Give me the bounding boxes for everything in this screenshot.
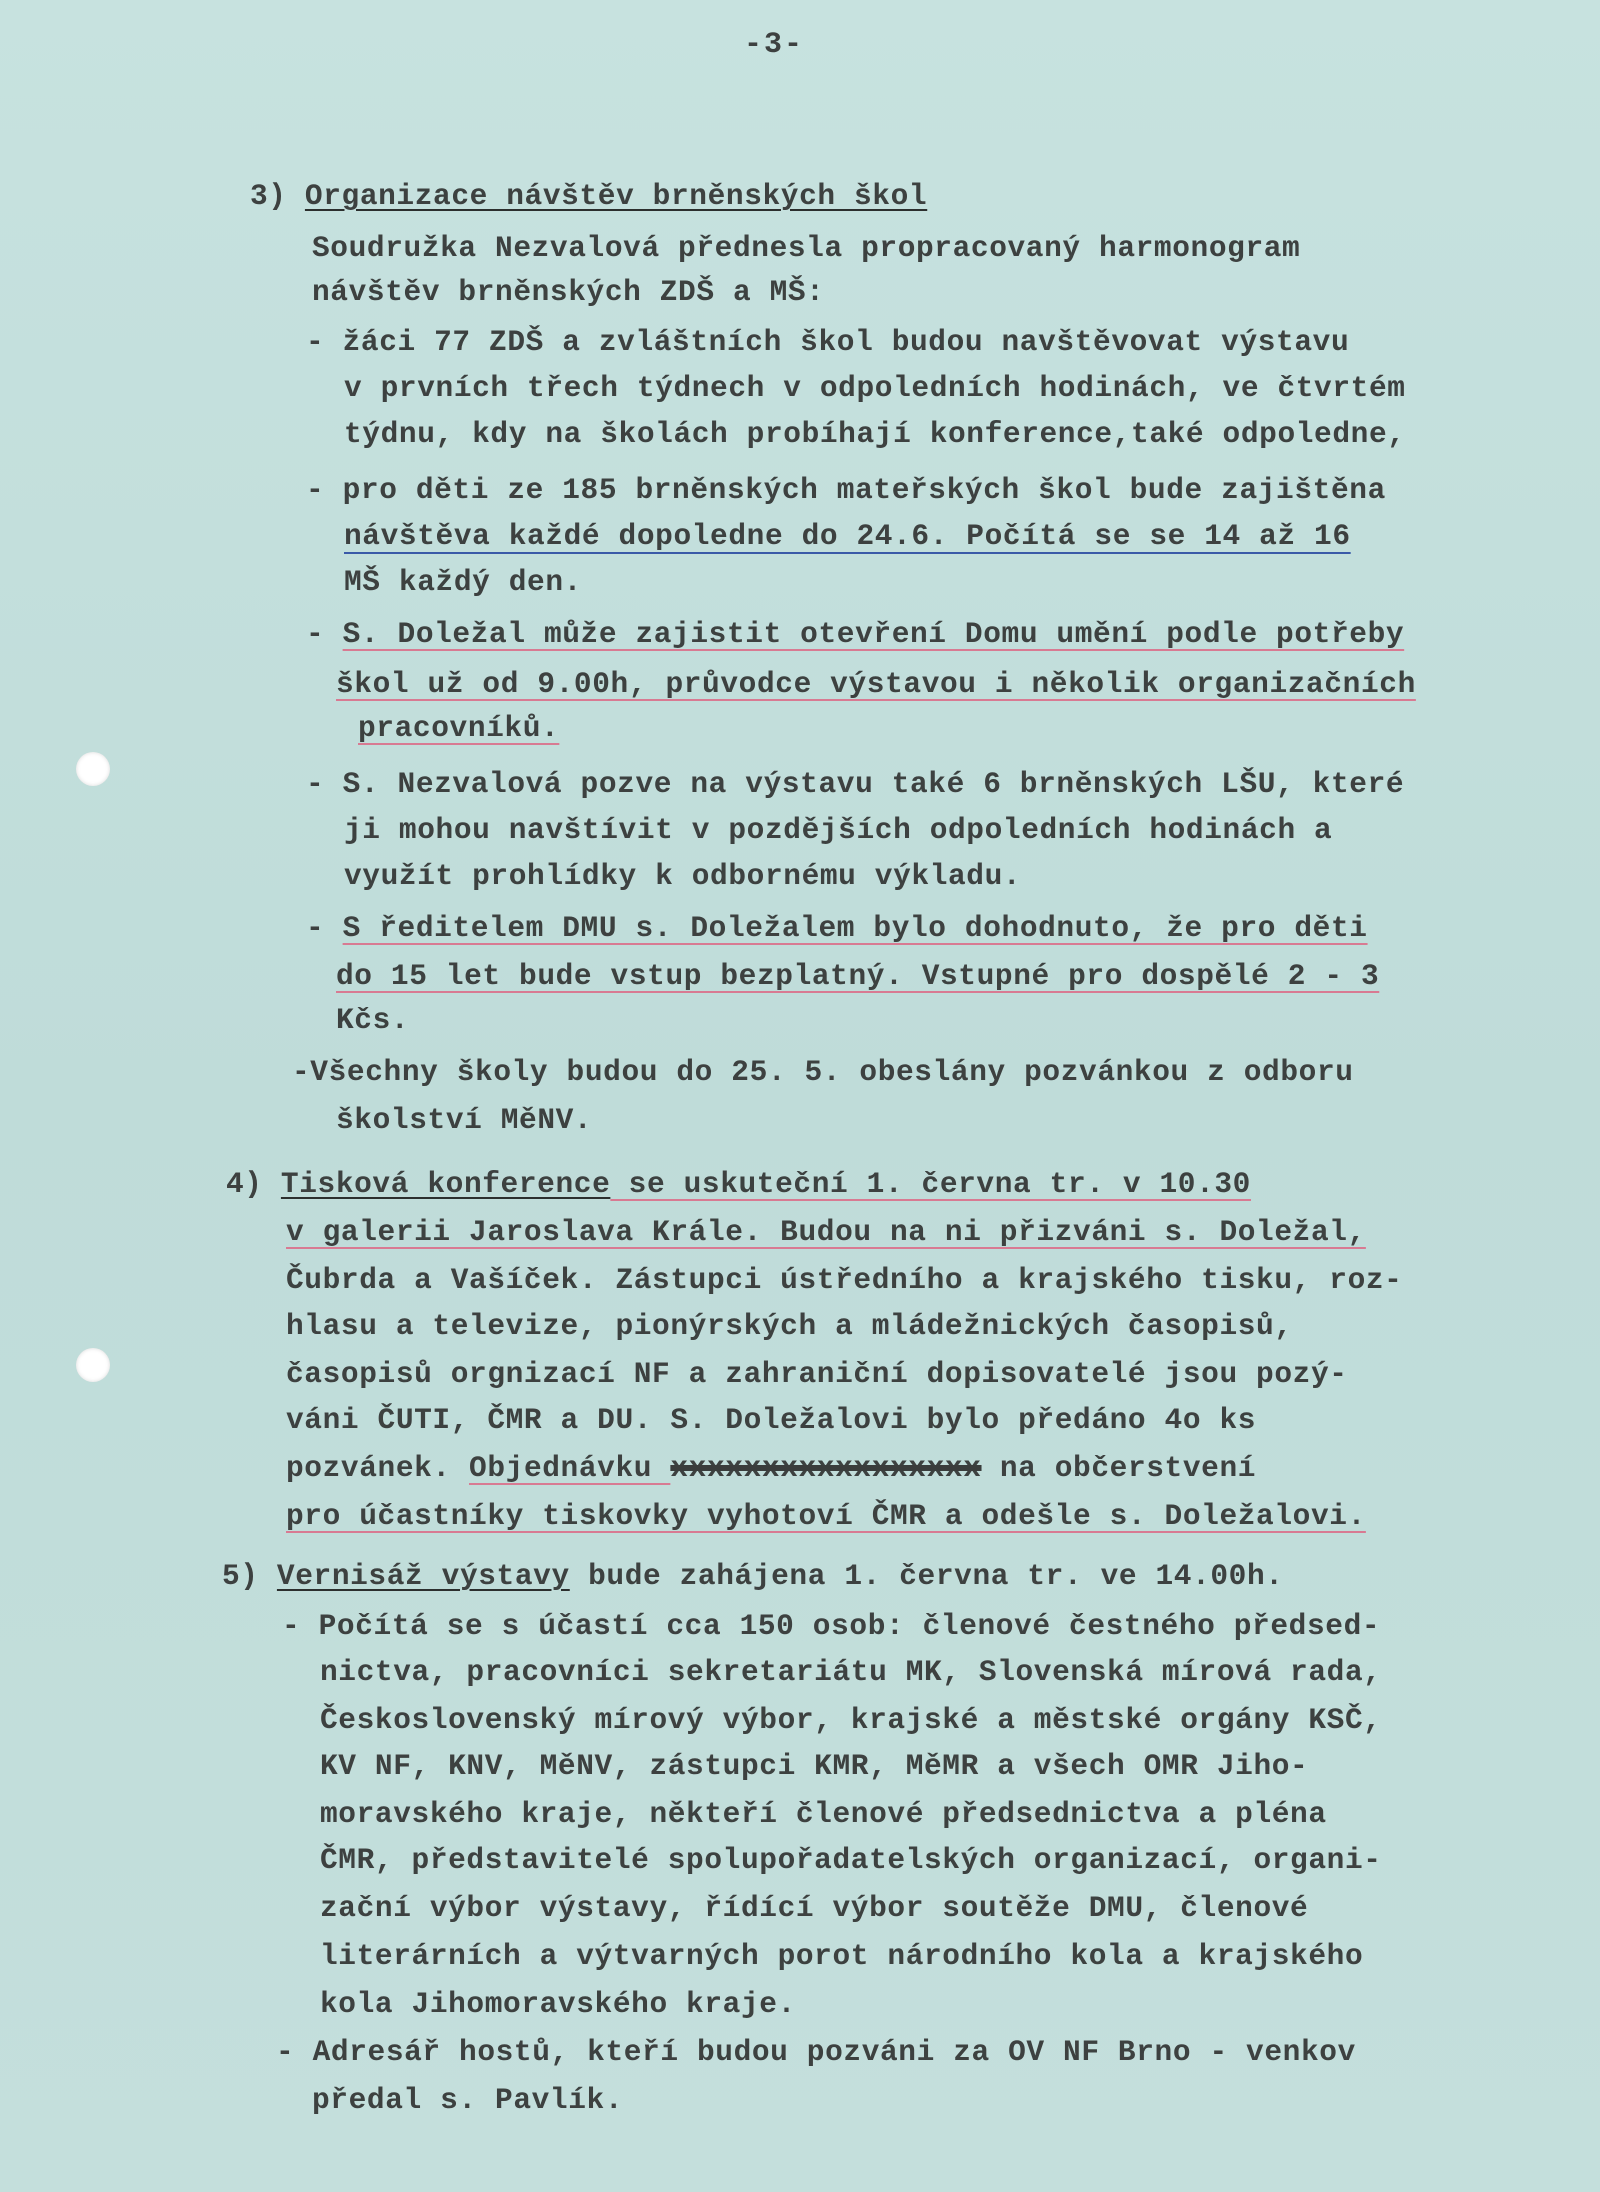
text-line bbox=[306, 908, 1368, 948]
punch-hole bbox=[76, 1348, 110, 1382]
page-number: -3- bbox=[744, 28, 805, 62]
text-line: ji mohou navštívit v pozdějších odpoledních hodinách a bbox=[344, 813, 1333, 847]
text-line: předal s. Pavlík. bbox=[312, 2083, 624, 2117]
text-line: - Adresář hostů, kteří budou pozváni za OV NF Brno - venkov bbox=[276, 2035, 1356, 2069]
text-line bbox=[286, 1448, 1256, 1488]
text-line: pro účastníky tiskovky vyhotoví ČMR a odešle s. Doležalovi. bbox=[286, 1499, 1366, 1533]
text-line: Čubrda a Vašíček. Zástupci ústředního a krajského tisku, roz- bbox=[286, 1263, 1403, 1297]
section-heading: Tisková konference bbox=[280, 1167, 611, 1201]
text-line: do 15 let bude vstup bezplatný. Vstupné pro dospělé 2 - 3 bbox=[336, 959, 1380, 993]
text-line: škol už od 9.00h, průvodce výstavou i několik organizačních bbox=[336, 667, 1416, 701]
highlighted-text: Objednávku bbox=[469, 1451, 671, 1485]
bullet-dash: - bbox=[306, 911, 343, 945]
text-line: ČMR, představitelé spolupořadatelských organizací, organi- bbox=[320, 1843, 1382, 1877]
text-line: časopisů orgnizací NF a zahraniční dopisovatelé jsou pozý- bbox=[286, 1357, 1348, 1391]
struck-out-text: xxxxxxxxxxxxxxxxx bbox=[670, 1451, 982, 1485]
text-line: zační výbor výstavy, řídící výbor soutěže DMU, členové bbox=[320, 1891, 1309, 1925]
section-3-heading-line bbox=[250, 176, 927, 216]
highlighted-text: S ředitelem DMU s. Doležalem bylo dohodnuto, že pro děti bbox=[342, 911, 1368, 945]
text-fragment: bude zahájena 1. června tr. ve 14.00h. bbox=[569, 1559, 1284, 1593]
text-line: -Všechny školy budou do 25. 5. obeslány pozvánkou z odboru bbox=[292, 1055, 1354, 1089]
punch-hole bbox=[76, 752, 110, 786]
text-line: - žáci 77 ZDŠ a zvláštních škol budou navštěvovat výstavu bbox=[306, 325, 1350, 359]
text-line: návštěva každé dopoledne do 24.6. Počítá se se 14 až 16 bbox=[344, 519, 1351, 553]
text-line: Československý mírový výbor, krajské a městské orgány KSČ, bbox=[320, 1703, 1382, 1737]
text-line: týdnu, kdy na školách probíhají konference,také odpoledne, bbox=[344, 417, 1406, 451]
text-line: váni ČUTI, ČMR a DU. S. Doležalovi bylo předáno 4o ks bbox=[286, 1403, 1257, 1437]
highlighted-text: S. Doležal může zajistit otevření Domu umění podle potřeby bbox=[342, 617, 1405, 651]
text-line: pracovníků. bbox=[358, 711, 560, 745]
text-line: - pro děti ze 185 brněnských mateřských škol bude zajištěna bbox=[306, 473, 1386, 507]
section-heading: Vernisáž výstavy bbox=[276, 1559, 570, 1593]
section-number: 4) bbox=[226, 1167, 263, 1201]
text-line: návštěv brněnských ZDŠ a MŠ: bbox=[312, 275, 825, 309]
text-line: MŠ každý den. bbox=[344, 565, 582, 599]
text-line: KV NF, KNV, MěNV, zástupci KMR, MěMR a všech OMR Jiho- bbox=[320, 1749, 1309, 1783]
text-line: - S. Nezvalová pozve na výstavu také 6 brněnských LŠU, které bbox=[306, 767, 1405, 801]
text-line: školství MěNV. bbox=[336, 1103, 593, 1137]
bullet-dash: - bbox=[306, 617, 343, 651]
text-line: moravského kraje, někteří členové předsednictva a pléna bbox=[320, 1797, 1327, 1831]
text-line: využít prohlídky k odbornému výkladu. bbox=[344, 859, 1022, 893]
section-5-first-line bbox=[222, 1556, 1284, 1596]
text-line: v prvních třech týdnech v odpoledních hodinách, ve čtvrtém bbox=[344, 371, 1406, 405]
section-number: 3) bbox=[250, 179, 287, 213]
section-heading: Organizace návštěv brněnských škol bbox=[304, 179, 928, 213]
text-line: kola Jihomoravského kraje. bbox=[320, 1987, 796, 2021]
section-4-first-line bbox=[226, 1164, 1251, 1204]
text-line: v galerii Jaroslava Krále. Budou na ni přizváni s. Doležal, bbox=[286, 1215, 1366, 1249]
text-line: hlasu a televize, pionýrských a mládežnických časopisů, bbox=[286, 1309, 1293, 1343]
text-line: - Počítá se s účastí cca 150 osob: členové čestného předsed- bbox=[282, 1609, 1381, 1643]
text-line: Kčs. bbox=[336, 1003, 410, 1037]
text-fragment: na občerstvení bbox=[981, 1451, 1257, 1485]
text-fragment: pozvánek. bbox=[286, 1451, 470, 1485]
text-line: nictva, pracovníci sekretariátu MK, Slovenská mírová rada, bbox=[320, 1655, 1382, 1689]
section-number: 5) bbox=[222, 1559, 259, 1593]
text-line bbox=[306, 614, 1404, 654]
text-line: literárních a výtvarných porot národního kola a krajského bbox=[320, 1939, 1364, 1973]
highlighted-text: se uskuteční 1. června tr. v 10.30 bbox=[610, 1167, 1251, 1201]
text-line: Soudružka Nezvalová přednesla propracovaný harmonogram bbox=[312, 231, 1301, 265]
